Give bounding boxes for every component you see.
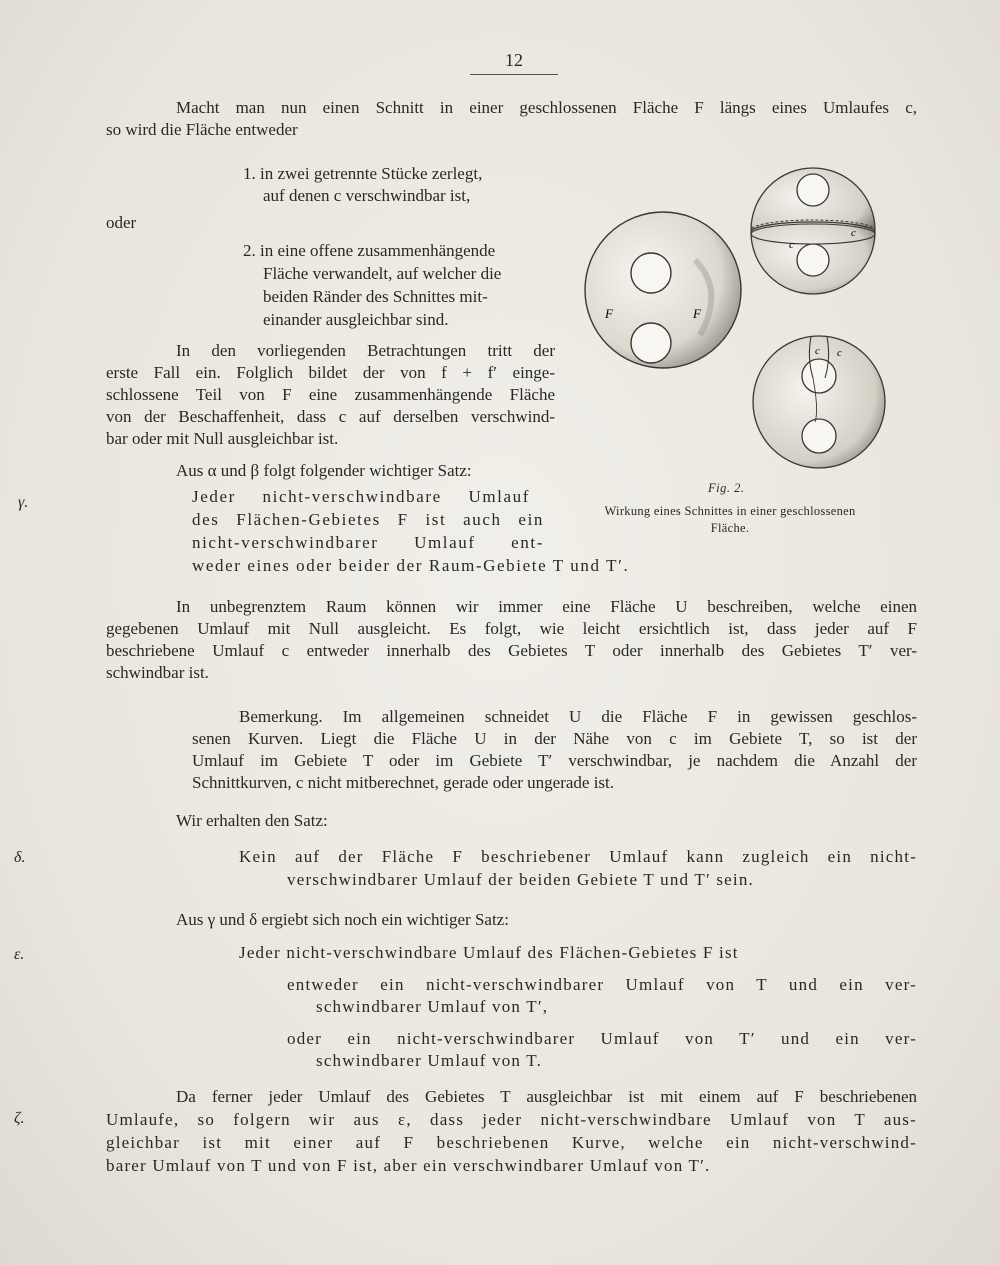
theorem-epsilon-line-1: Jeder nicht-verschwindbare Umlauf des Flächen-Gebietes F ist xyxy=(239,943,739,962)
case-2-line-3: beiden Ränder des Schnittes mit- xyxy=(263,287,488,306)
theorem-zeta-marker: ζ. xyxy=(14,1110,25,1127)
lower-hole xyxy=(631,323,671,363)
theorem-epsilon-b-line-2: schwindbarer Umlauf von T. xyxy=(316,1051,543,1070)
figure-label-c-4: c xyxy=(837,347,842,359)
closed-sphere xyxy=(585,212,741,368)
theorem-gamma-marker: γ. xyxy=(18,494,29,511)
para-1-line-1: In den vorliegenden Betrachtungen tritt der xyxy=(176,341,555,360)
para-3-line-3: beschriebene Umlauf c entweder innerhalb des Gebietes T oder innerhalb des Gebietes T′ ver- xyxy=(106,641,917,660)
sphere-cut-lower xyxy=(753,336,885,468)
theorem-gamma-line-2: des Flächen-Gebietes F ist auch ein xyxy=(192,510,544,529)
theorem-delta-marker: δ. xyxy=(14,849,26,866)
figure-caption-line-1: Wirkung eines Schnittes in einer geschlossenen xyxy=(604,504,856,518)
para-1-line-5: bar oder mit Null ausgleichbar ist. xyxy=(106,429,339,448)
para-1-line-3: schlossene Teil von F eine zusammenhängende Fläche xyxy=(106,385,555,404)
theorem-epsilon-a-line-2: schwindbarer Umlauf von T′, xyxy=(316,997,549,1016)
theorem-gamma-line-1: Jeder nicht-verschwindbare Umlauf xyxy=(192,487,530,506)
remark-line-3: Umlauf im Gebiete T oder im Gebiete T′ verschwindbar, je nachdem die Anzahl der xyxy=(192,751,917,770)
para-1-line-2: erste Fall ein. Folglich bildet der von f + f′ einge- xyxy=(106,363,555,382)
figure-label-c-1: c xyxy=(789,239,794,251)
theorem-delta-line-1: Kein auf der Fläche F beschriebener Umlauf kann zugleich ein nicht- xyxy=(239,847,917,866)
figure-label-c-3: c xyxy=(815,345,820,357)
case-1-line-2: auf denen c verschwindbar ist, xyxy=(263,186,471,205)
page-number: 12 xyxy=(470,50,558,75)
figure-label-c-2: c xyxy=(851,227,856,239)
theorem-epsilon-marker: ε. xyxy=(14,946,25,963)
theorem-zeta-line-3: gleichbar ist mit einer auf F beschriebenen Kurve, welche ein nicht-verschwind- xyxy=(106,1133,917,1152)
para-3-line-1: In unbegrenztem Raum können wir immer eine Fläche U beschreiben, welche einen xyxy=(176,597,917,616)
theorem-zeta-line-4: barer Umlauf von T und von F ist, aber ein verschwindbarer Umlauf von T′. xyxy=(106,1156,711,1175)
remark-line-2: senen Kurven. Liegt die Fläche U in der Nähe von c im Gebiete T, so ist der xyxy=(192,729,917,748)
para-3-line-2: gegebenen Umlauf mit Null ausgleicht. Es folgt, wie leicht ersichtlich ist, dass jeder auf F xyxy=(106,619,917,638)
para-2: Aus α und β folgt folgender wichtiger Satz: xyxy=(176,461,472,480)
oder-label: oder xyxy=(106,213,137,232)
figure-number: Fig. 2. xyxy=(708,481,745,495)
remark-line-4: Schnittkurven, c nicht mitberechnet, gerade oder ungerade ist. xyxy=(192,773,615,792)
figure-label-f-right: F xyxy=(693,306,701,321)
case-2-line-2: Fläche verwandelt, auf welcher die xyxy=(263,264,502,283)
remark-line-1: Bemerkung. Im allgemeinen schneidet U die Fläche F in gewissen geschlos- xyxy=(239,707,917,726)
para-5: Aus γ und δ ergiebt sich noch ein wichtiger Satz: xyxy=(176,910,509,929)
case-2-line-1: 2. in eine offene zusammenhängende xyxy=(243,241,496,260)
theorem-zeta-line-2: Umlaufe, so folgern wir aus ε, dass jeder nicht-verschwindbare Umlauf von T aus- xyxy=(106,1110,917,1129)
case-2-line-4: einander ausgleichbar sind. xyxy=(263,310,449,329)
theorem-delta-line-2: verschwindbarer Umlauf der beiden Gebiete T und T′ sein. xyxy=(287,870,754,889)
intro-line-2: so wird die Fläche entweder xyxy=(106,120,298,139)
theorem-epsilon-b-line-1: oder ein nicht-verschwindbarer Umlauf von T′ und ein ver- xyxy=(287,1029,917,1048)
theorem-zeta-line-1: Da ferner jeder Umlauf des Gebietes T ausgleichbar ist mit einem auf F beschriebenen xyxy=(176,1087,917,1106)
para-1-line-4: von der Beschaffenheit, dass c auf derselben verschwind- xyxy=(106,407,555,426)
figure-caption-line-2: Fläche. xyxy=(710,521,750,535)
para-4: Wir erhalten den Satz: xyxy=(176,811,328,830)
para-3-line-4: schwindbar ist. xyxy=(106,663,209,682)
sphere-cut-upper xyxy=(751,168,875,294)
upper-hole xyxy=(631,253,671,293)
theorem-gamma-line-3: nicht-verschwindbarer Umlauf ent- xyxy=(192,533,544,552)
theorem-epsilon-a-line-1: entweder ein nicht-verschwindbarer Umlauf von T und ein ver- xyxy=(287,975,917,994)
intro-line-1: Macht man nun einen Schnitt in einer geschlossenen Fläche F längs eines Umlaufes c, xyxy=(176,98,917,117)
figure-label-f-left: F xyxy=(605,306,613,321)
figure-sphere-diagram xyxy=(575,160,905,500)
theorem-gamma-line-4: weder eines oder beider der Raum-Gebiete T und T′. xyxy=(192,556,630,575)
case-1-line-1: 1. in zwei getrennte Stücke zerlegt, xyxy=(243,164,483,183)
